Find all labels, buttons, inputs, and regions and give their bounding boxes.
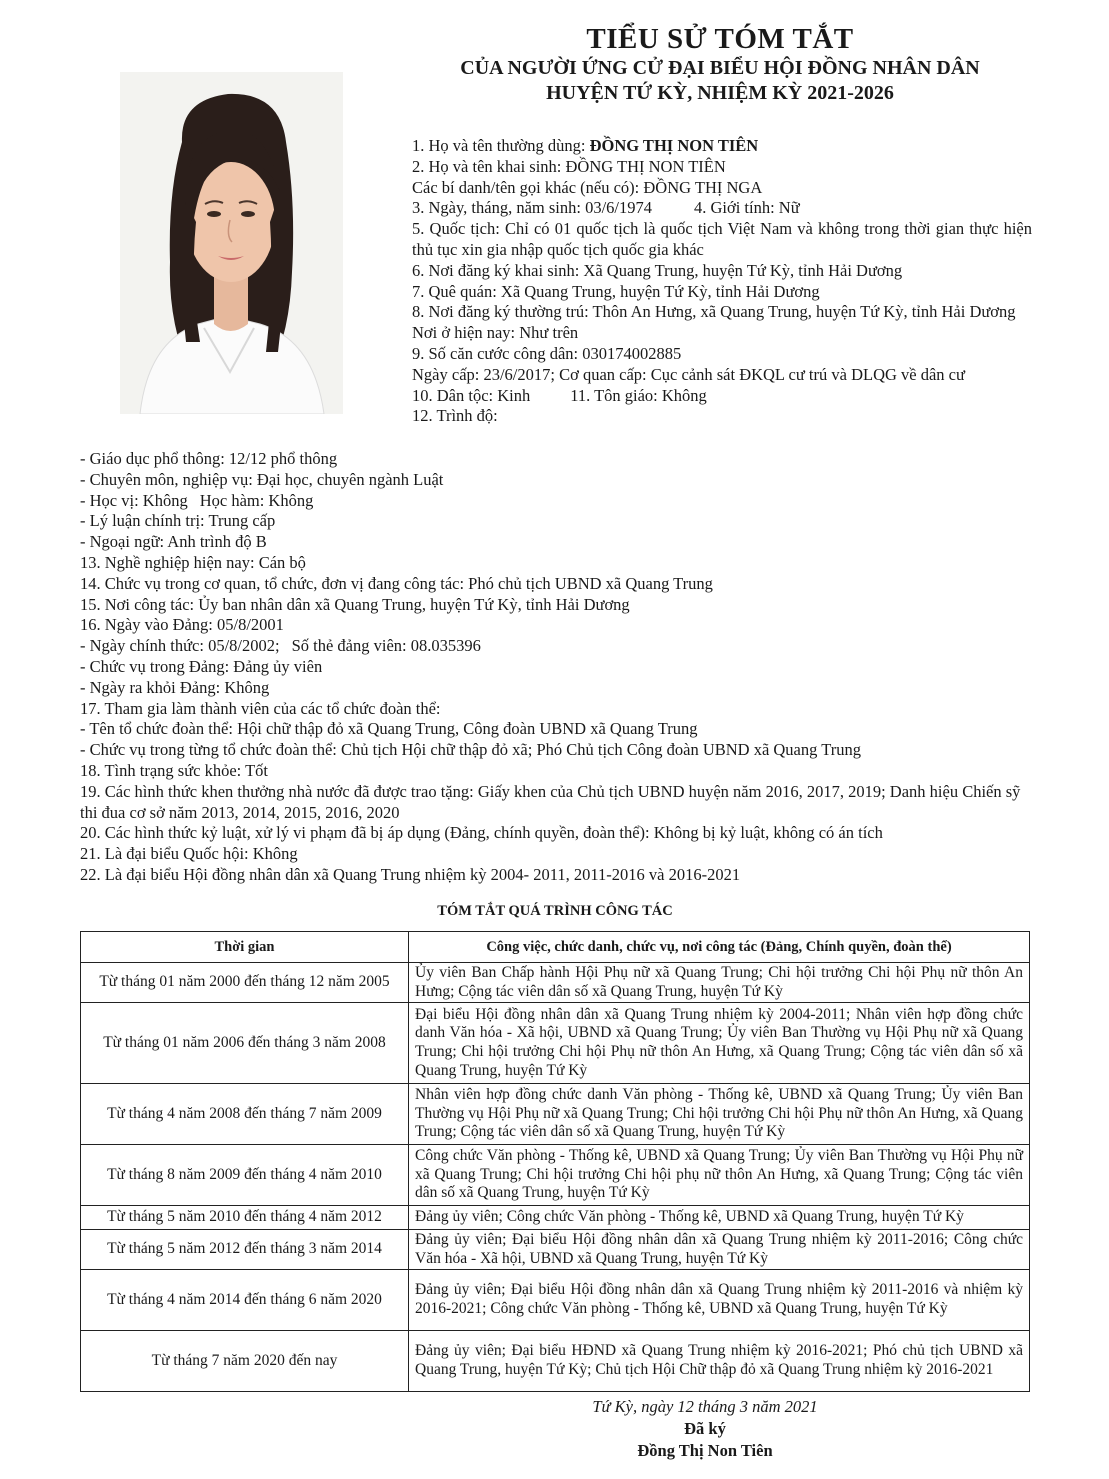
field-party-role: - Chức vụ trong Đảng: Đảng ủy viên: [80, 656, 323, 676]
field-health: 18. Tình trạng sức khỏe: Tốt: [80, 760, 268, 780]
field-ethnicity: 10. Dân tộc: Kinh: [412, 385, 531, 405]
field-rank: Học hàm: Không: [199, 490, 314, 510]
field-discipline: 20. Các hình thức kỷ luật, xử lý vi phạm đã bị áp dụng (Đảng, chính quyền, đoàn thể): Không bị kỷ luật, không có án tích: [80, 823, 883, 843]
document-term: HUYỆN TỨ KỲ, NHIỆM KỲ 2021-2026: [546, 82, 894, 104]
field-awards: 19. Các hình thức khen thưởng nhà nước đã được trao tặng: Giấy khen của Chủ tịch UBND huyện năm 2016, 2017, 2019; Danh hiệu Chiến sỹ thi đua cơ sở năm 2013, 2014, 2015, 2016, 2020: [80, 781, 1021, 822]
row-time-cell: Từ tháng 5 năm 2012 đến tháng 3 năm 2014: [81, 1230, 409, 1270]
field-political-theory: - Lý luận chính trị: Trung cấp: [80, 511, 276, 531]
field-party-card: Số thẻ đảng viên: 08.035396: [291, 636, 481, 656]
field-id-issued: Ngày cấp: 23/6/2017; Cơ quan cấp: Cục cảnh sát ĐKQL cư trú và DLQG về dân cư: [412, 364, 965, 384]
field-occupation: 13. Nghề nghiệp hiện nay: Cán bộ: [80, 552, 306, 572]
work-history-rows: [81, 963, 1030, 1392]
field-official-date: - Ngày chính thức: 05/8/2002;: [80, 636, 280, 656]
column-header-time: Thời gian: [81, 932, 409, 963]
field-council-member: 22. Là đại biểu Hội đồng nhân dân xã Quang Trung nhiệm kỳ 2004- 2011, 2011-2016 và 2016-2021: [80, 864, 741, 884]
row-description-cell: Đảng ủy viên; Đại biểu HĐND xã Quang Trung nhiệm kỳ 2016-2021; Phó chủ tịch UBND xã Quang Trung, huyện Tứ Kỳ; Chủ tịch Hội Chữ thập đỏ xã Quang Trung nhiệm kỳ 2016-2021: [409, 1331, 1030, 1392]
table-row: [81, 963, 1030, 1003]
row-time-cell: Từ tháng 4 năm 2008 đến tháng 7 năm 2009: [81, 1084, 409, 1145]
personal-info-section: [412, 136, 1032, 427]
row-time-cell: Từ tháng 7 năm 2020 đến nay: [81, 1331, 409, 1392]
field-birth-registration: 6. Nơi đăng ký khai sinh: Xã Quang Trung, huyện Tứ Kỳ, tỉnh Hải Dương: [412, 260, 903, 280]
document-subtitle: CỦA NGƯỜI ỨNG CỬ ĐẠI BIỂU HỘI ĐỒNG NHÂN DÂN: [460, 57, 980, 79]
row-description-cell: Đảng ủy viên; Đại biểu Hội đồng nhân dân xã Quang Trung nhiệm kỳ 2011-2016 và nhiệm kỳ 2016-2021; Công chức Văn phòng - Thống kê, UBND xã Quang Trung, huyện Tứ Kỳ: [409, 1270, 1030, 1331]
row-description-cell: Công chức Văn phòng - Thống kê, UBND xã Quang Trung; Ủy viên Ban Thường vụ Hội Phụ nữ xã Quang Trung; Chi hội trưởng Chi hội phụ nữ thôn An Hưng, xã Quang Trung; Cộng tác viên dân số xã Quang Trung, huyện Tứ Kỳ: [409, 1145, 1030, 1206]
details-section: [80, 449, 1040, 886]
row-time-cell: Từ tháng 8 năm 2009 đến tháng 4 năm 2010: [81, 1145, 409, 1206]
table-row: [81, 1145, 1030, 1206]
row-time-cell: Từ tháng 01 năm 2000 đến tháng 12 năm 2005: [81, 963, 409, 1003]
table-row: [81, 1084, 1030, 1145]
portrait-image-icon: [120, 72, 343, 414]
portrait-photo: [120, 72, 343, 414]
field-education-heading: 12. Trình độ:: [412, 406, 498, 426]
field-dob: 3. Ngày, tháng, năm sinh: 03/6/1974: [412, 198, 652, 218]
field-permanent-residence: 8. Nơi đăng ký thường trú: Thôn An Hưng, xã Quang Trung, huyện Tứ Kỳ, tỉnh Hải Dương: [412, 302, 1016, 322]
field-hometown: 7. Quê quán: Xã Quang Trung, huyện Tứ Kỳ, tỉnh Hải Dương: [412, 281, 820, 301]
common-name-value: ĐỒNG THỊ NON TIÊN: [589, 136, 759, 155]
field-major: - Chuyên môn, nghiệp vụ: Đại học, chuyên ngành Luật: [80, 469, 444, 489]
table-row: [81, 1003, 1030, 1084]
table-header-row: [81, 932, 1030, 963]
table-row: [81, 1331, 1030, 1392]
field-id-number: 9. Số căn cước công dân: 030174002885: [412, 343, 682, 363]
field-dob-gender: [412, 198, 1032, 219]
field-nationality: 5. Quốc tịch: Chỉ có 01 quốc tịch là quốc tịch Việt Nam và không trong thời gian thực hiện thủ tục xin gia nhập quốc tịch quốc gia khác: [412, 219, 1032, 259]
field-national-assembly: 21. Là đại biểu Quốc hội: Không: [80, 844, 298, 864]
field-general-education: - Giáo dục phổ thông: 12/12 phổ thông: [80, 449, 338, 468]
field-organizations-heading: 17. Tham gia làm thành viên của các tổ chức đoàn thể:: [80, 698, 441, 718]
field-organization-names: - Tên tổ chức đoàn thể: Hội chữ thập đỏ xã Quang Trung, Công đoàn UBND xã Quang Trung: [80, 719, 698, 739]
work-history-table: [80, 931, 1030, 1392]
field-degree: - Học vị: Không: [80, 490, 188, 510]
signature-name: Đồng Thị Non Tiên: [637, 1441, 773, 1460]
row-time-cell: Từ tháng 5 năm 2010 đến tháng 4 năm 2012: [81, 1206, 409, 1230]
table-row: [81, 1230, 1030, 1270]
signature-place-date: Tứ Kỳ, ngày 12 tháng 3 năm 2021: [592, 1397, 818, 1416]
field-gender: 4. Giới tính: Nữ: [694, 198, 800, 218]
field-foreign-language: - Ngoại ngữ: Anh trình độ B: [80, 532, 267, 552]
document-title: TIỂU SỬ TÓM TẮT: [586, 23, 854, 55]
row-time-cell: Từ tháng 01 năm 2006 đến tháng 3 năm 2008: [81, 1003, 409, 1084]
row-description-cell: Nhân viên hợp đồng chức danh Văn phòng - Thống kê, UBND xã Quang Trung; Ủy viên Ban Thường vụ Hội Phụ nữ xã Quang Trung; Chi hội trưởng Chi hội Phụ nữ thôn An Hưng, xã Quang Trung; Cộng tác viên dân số xã Quang Trung, huyện Tứ Kỳ: [409, 1084, 1030, 1145]
field-organization-roles: - Chức vụ trong từng tổ chức đoàn thể: Chủ tịch Hội chữ thập đỏ xã; Phó Chủ tịch Công đoàn UBND xã Quang Trung: [80, 740, 861, 760]
field-party-official: [80, 636, 1040, 657]
field-birth-name: 2. Họ và tên khai sinh: ĐỒNG THỊ NON TIÊN: [412, 156, 726, 176]
field-degree-rank: [80, 491, 1040, 512]
row-description-cell: Đảng ủy viên; Công chức Văn phòng - Thống kê, UBND xã Quang Trung, huyện Tứ Kỳ: [409, 1206, 1030, 1230]
field-religion: 11. Tôn giáo: Không: [570, 385, 707, 405]
row-description-cell: Đảng ủy viên; Đại biểu Hội đồng nhân dân xã Quang Trung nhiệm kỳ 2011-2016; Công chức Văn hóa - Xã hội, UBND xã Quang Trung, huyện Tứ Kỳ: [409, 1230, 1030, 1270]
field-party-join-date: 16. Ngày vào Đảng: 05/8/2001: [80, 615, 284, 635]
field-common-name: 1. Họ và tên thường dùng: ĐỒNG THỊ NON TIÊN: [412, 136, 759, 155]
table-row: [81, 1206, 1030, 1230]
field-current-residence: Nơi ở hiện nay: Như trên: [412, 323, 579, 343]
field-position: 14. Chức vụ trong cơ quan, tổ chức, đơn vị đang công tác: Phó chủ tịch UBND xã Quang Trung: [80, 573, 713, 593]
column-header-description: Công việc, chức danh, chức vụ, nơi công tác (Đảng, Chính quyền, đoàn thể): [409, 932, 1030, 963]
table-row: [81, 1270, 1030, 1331]
signature-status: Đã ký: [684, 1419, 726, 1438]
field-party-leave: - Ngày ra khỏi Đảng: Không: [80, 677, 270, 697]
document-header: [340, 22, 1100, 106]
row-description-cell: Ủy viên Ban Chấp hành Hội Phụ nữ xã Quang Trung; Chi hội trưởng Chi hội Phụ nữ thôn An Hưng; Cộng tác viên dân số xã Quang Trung, huyện Tứ Kỳ: [409, 963, 1030, 1003]
work-history-title: TÓM TẮT QUÁ TRÌNH CÔNG TÁC: [437, 903, 673, 919]
field-workplace: 15. Nơi công tác: Ủy ban nhân dân xã Quang Trung, huyện Tứ Kỳ, tỉnh Hải Dương: [80, 594, 630, 614]
row-time-cell: Từ tháng 4 năm 2014 đến tháng 6 năm 2020: [81, 1270, 409, 1331]
signature-block: [540, 1396, 870, 1462]
row-description-cell: Đại biểu Hội đồng nhân dân xã Quang Trung nhiệm kỳ 2004-2011; Nhân viên hợp đồng chức danh Văn hóa - Xã hội, UBND xã Quang Trung; Ủy viên Ban Thường vụ Hội Phụ nữ xã Quang Trung; Chi hội trưởng Chi hội Phụ nữ thôn An Hưng, xã Quang Trung; Cộng tác viên dân số xã Quang Trung, huyện Tứ Kỳ: [409, 1003, 1030, 1084]
field-alias: Các bí danh/tên gọi khác (nếu có): ĐỒNG THỊ NGA: [412, 177, 763, 197]
field-ethnicity-religion: [412, 386, 1032, 407]
